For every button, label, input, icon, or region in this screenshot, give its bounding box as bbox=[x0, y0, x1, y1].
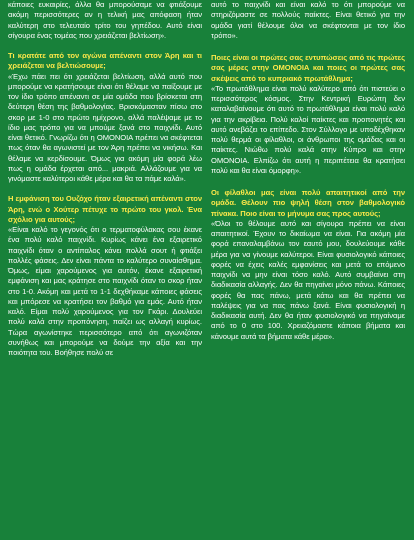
answer-aris-match: «Έχω πάει πει ότι χρειάζεται βελτίωση, αλλά αυτό που μπορούμε να κρατήσουμε είναι ότι θέλαμε να παίξουμε με τον ίδιο τρόπο απέναντι σε μία ομάδα που βρίσκεται στη δεύτερη θέση της βαθμολογίας. Βρισκόμασταν πίσω στο σκορ με 1-0 στο πρώτο ημίχρονο, αλλά παλέψαμε με το ίδιο μας τρόπο για να μπούμε ξανά στο παιχνίδι. Αυτό είναι θετικό. Γνωρίζω ότι η ΟΜΟΝΟΙΑ πρέπει να σκέφτεται πως όταν θα αγωνιστεί με τον Άρη πρέπει να νικήσω. Και θέλαμε να κερδίσουμε. Όμως για ακόμη μία φορά λέω πως η ομάδα έρχεται από... μακριά. Αλλάζουμε για να γινόμαστε καλύτεροι κάθε μέρα και θα τα πάμε καλά». bbox=[8, 71, 202, 183]
answer-first-impressions: «Το πρωτάθλημα είναι πολύ καλύτερο από ότι πιστεύει ο περισσότερος κόσμος. Στην Κεντρική Ευρώπη δεν καταλαβαίνουμε ότι αυτό το πρωτάθλημα είναι πολύ καλό για την ακρίβεια. Πολύ καλοί παίκτες και προπονητές και αυτό ανεβάζει το επίπεδο. Στον Σύλλογο με υποδέχθηκαν πολύ θερμά οι φίλαθλοι, οι άνθρωποι της ομάδας και οι παίκτες. Νιώθω πολύ καλά στην Κύπρο και στην ΟΜΟΝΟΙΑ. Ελπίζω ότι αυτή η περιπέτεια θα κρατήσει πολύ και θα είναι όμορφη». bbox=[211, 83, 405, 175]
question-first-impressions: Ποιες είναι οι πρώτες σας εντυπώσεις από τις πρώτες σας μέρες στην ΟΜΟΝΟΙΑ και ποιες οι πρώτες σας σκέψεις από το κυπριακό πρωτάθλημα; bbox=[211, 53, 405, 83]
left-column bbox=[8, 0, 202, 540]
answer-fans-message: «Όλοι το θέλουμε αυτό και σίγουρα πρέπει να είναι απαιτητικοί. Έχουν το δικαίωμα να είναι. Για ακόμη μία φορά επαναλαμβάνω τον εαυτό μου, δουλεύουμε κάθε μέρα για να γίνουμε καλύτεροι. Είναι φυσιολογικό κάποιες φορές να έχεις καλές εμφανίσεις και μετά το επόμενο παιχνίδι να μην είναι τόσο καλό. Αυτό συμβαίνει στη διαδικασία αλλαγής. Δεν θα πηγαίνει μόνο πάνω. Κάποιες φορές θα πας πάνω, μετά κάτω και θα πρέπει να παλέψεις για να πας πάνω ξανά. Είναι φυσιολογική η διαδικασία αυτή. Δεν θα ήταν φυσιολογικό να πηγαίναμε από το 0 στο 100. Χρειαζόμαστε κάποια βήματα και κάνουμε αυτά τα βήματα κάθε μέρα». bbox=[211, 218, 405, 341]
question-uzoho-hooter: Η εμφάνιση του Ουζόχο ήταν εξαιρετική απέναντι στον Άρη, ενώ ο Χούτερ πέτυχε το πρώτο του γκολ. Ένα σχόλιο για αυτούς; bbox=[8, 194, 202, 224]
answer-uzoho-hooter: «Είναι καλό το γεγονός ότι ο τερματοφύλακας σου έκανε ένα πολύ καλό παιχνίδι. Κυρίως κάνει ένα εξαιρετικό παιχνίδι όταν ο αντίπαλος κάνει πολλά σουτ ή φτιάξει πολλές φάσεις. Δεν είναι πάντα το καλύτερο συναίσθημα. Όμως, είμαι χαρούμενος για αυτόν, έκανε εξαιρετική εμφάνιση και μας κράτησε στο παιχνίδι όταν το σκορ ήταν στο 1-0. Ακόμη και μετά το 1-1 δεχθήκαμε κάποιες φάσεις και μπόρεσε να κρατήσει τον βαθμό για εμάς. Αυτό ήταν καλό. Είμαι πολύ χαρούμενος για τον Γκάρι. Δουλεύει πολύ καλά στην προπόνηση, παίζει ως αλλαγή κυρίως. Τώρα αγωνίστηκε περισσότερο από ότι αγωνιζόταν συνήθως και μπορούμε να δούμε την αξία και την ποιότητα του. Βοήθησε πολύ σε bbox=[8, 225, 202, 357]
question-fans-message: Οι φίλαθλοι μας είναι πολύ απαιτητικοί από την ομάδα. Θέλουν πιο ψηλή θέση στον βαθμολογικό πίνακα. Ποιο είναι το μήνυμα σας προς αυτούς; bbox=[211, 188, 405, 218]
right-intro-paragraph: αυτό το παιχνίδι και είναι καλό το ότι μπορούμε να στηριζόμαστε σε πολλούς παίκτες. Είναι θετικό για την ομάδα γιατί θέλουμε όλοι να σκέφτονται με τον ίδιο τρόπο». bbox=[211, 0, 405, 40]
right-column bbox=[211, 0, 405, 540]
left-intro-paragraph: κάποιες ευκαιρίες, άλλα θα μπορούσαμε να φτιάξουμε ακόμη περισσότερες αν η τελική μας απόφαση ήταν καλύτερη στο τελευταίο τρίτο του γηπέδου. Αυτό είναι σίγουρα ένας τομέας που χρειάζεται βελτίωση». bbox=[8, 0, 202, 40]
question-aris-match: Τι κρατάτε από τον αγώνα απέναντι στον Άρη και τι χρειάζεται να βελτιώσουμε; bbox=[8, 51, 202, 71]
